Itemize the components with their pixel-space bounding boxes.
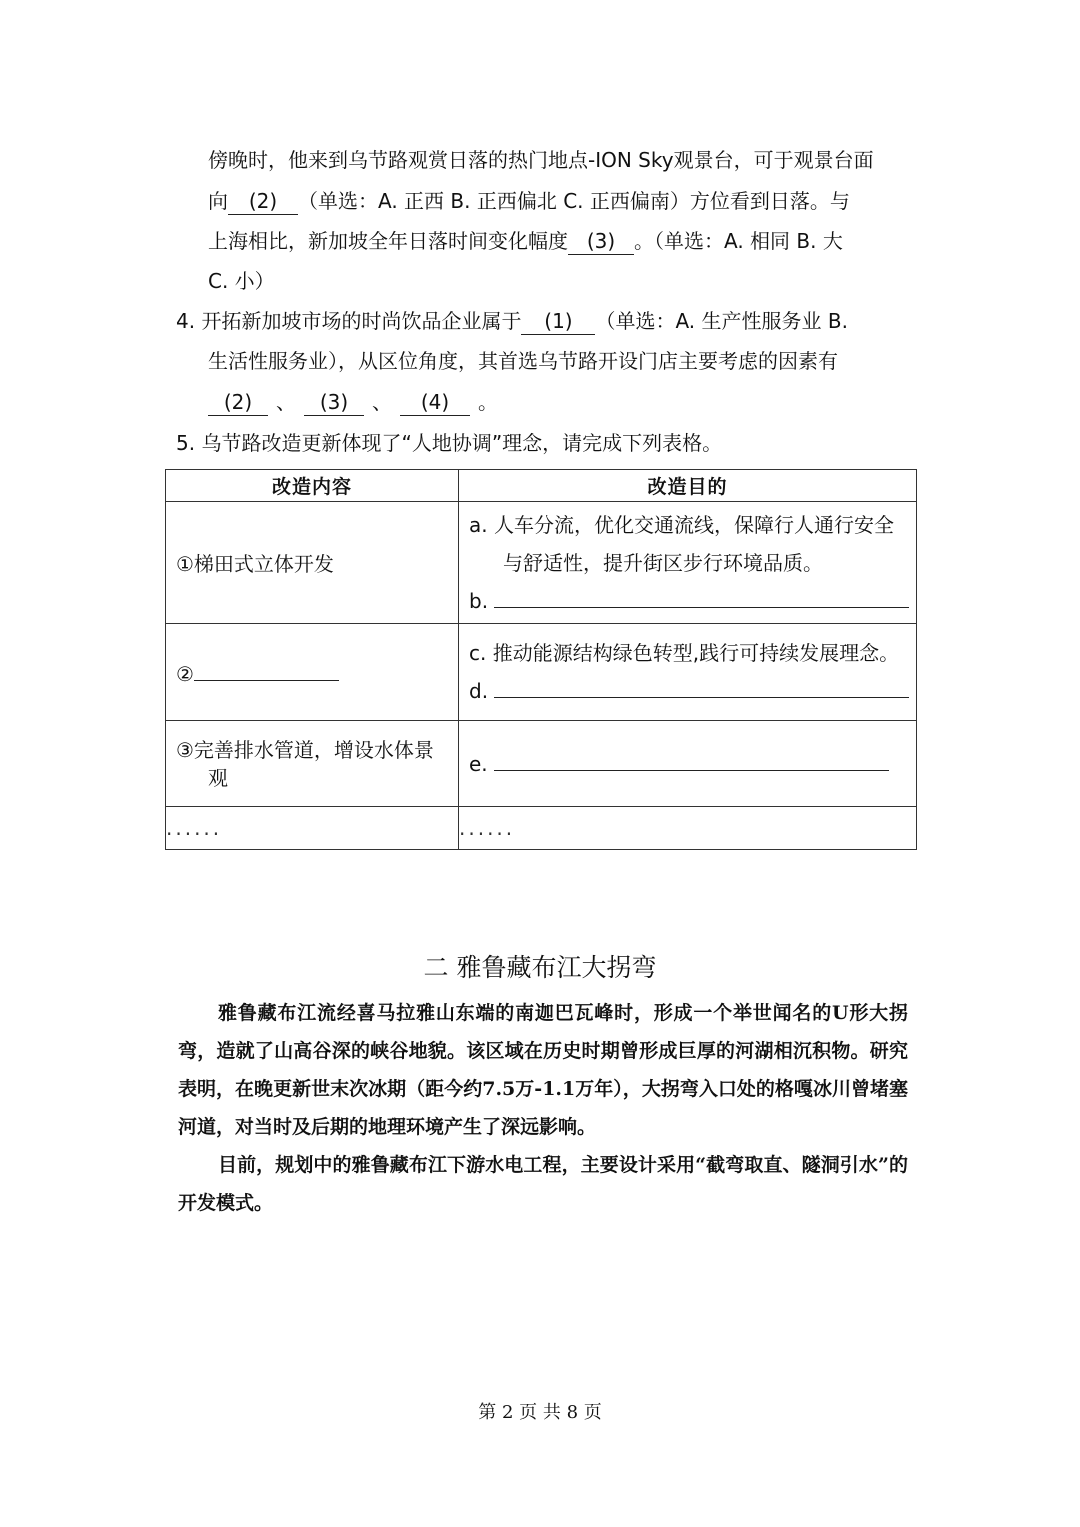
q4-line-1-prefix: 开拓新加坡市场的时尚饮品企业属于: [201, 309, 522, 333]
section-2-paragraph-2: 目前，规划中的雅鲁藏布江下游水电工程，主要设计采用“截弯取直、隧洞引水”的开发模式。: [178, 1154, 908, 1214]
section-2-title: 二 雅鲁藏布江大拐弯: [423, 953, 657, 982]
table-header-content: 改造内容: [166, 470, 459, 502]
row1-purpose: [459, 502, 917, 624]
row3-e-answer-field[interactable]: [494, 748, 889, 771]
row2-d-label: d.: [469, 679, 489, 703]
q3-line-3: [208, 221, 843, 261]
row1-a-line2: 与舒适性，提升街区步行环境品质。: [503, 550, 823, 575]
row2-content-label: ②: [176, 662, 194, 686]
q3-line-3-prefix: 上海相比，新加坡全年日落时间变化幅度: [208, 229, 568, 253]
row4-left-ellipsis: ......: [166, 807, 459, 850]
row1-b-label: b.: [469, 588, 489, 613]
section-2-paragraph-1: 雅鲁藏布江流经喜马拉雅山东端的南迦巴瓦峰时，形成一个举世闻名的U形大拐弯，造就了山高谷深的峡谷地貌。该区域在历史时期曾形成巨厚的河湖相沉积物。研究表明，在晚更新世末次冰期（距今约7.5万-1.1万年），大拐弯入口处的格嘎冰川曾堵塞河道，对当时及后期的地理环境产生了深远影响。: [178, 1002, 908, 1138]
q3-blank-3[interactable]: (3): [568, 228, 634, 255]
q3-line-3-options: 。（单选：A. 相同 B. 大: [634, 229, 843, 253]
q4-separator-2: 、: [372, 390, 392, 414]
q4-line-3: [208, 382, 498, 422]
table-row-2: [166, 624, 917, 721]
row2-c: c. 推动能源结构绿色转型,践行可持续发展理念。: [469, 641, 900, 665]
row1-a-line1: a. 人车分流，优化交通流线，保障行人通行安全: [469, 512, 894, 537]
q5-number: 5.: [176, 431, 196, 455]
row3-content: [166, 721, 459, 807]
row1-content: ①梯田式立体开发: [166, 502, 459, 624]
row3-content-line2: 观: [208, 765, 228, 790]
row2-d: [459, 672, 916, 710]
table-row-1: [166, 502, 917, 624]
q4-line-2: 生活性服务业），从区位角度，其首选乌节路开设门店主要考虑的因素有: [208, 349, 838, 373]
q3-line-2: [208, 181, 850, 221]
table-header-row: [166, 470, 917, 502]
q3-line-1: 傍晚时，他来到乌节路观赏日落的热门地点-ION Sky观景台，可于观景台面: [208, 148, 874, 172]
row3-content-line1: ③完善排水管道，增设水体景: [176, 737, 434, 762]
row1-b-answer-field[interactable]: [494, 585, 909, 608]
q4-end: 。: [478, 390, 498, 414]
row4-right-ellipsis: ......: [459, 807, 917, 850]
q4-line-1: [176, 301, 848, 341]
q3-blank-2[interactable]: (2): [228, 188, 298, 215]
row1-b: [459, 582, 916, 620]
q4-blank-2[interactable]: (2): [208, 389, 268, 416]
q4-separator-1: 、: [276, 390, 296, 414]
q3-line-2-options: （单选：A. 正西 B. 正西偏北 C. 正西偏南）方位看到日落。与: [298, 189, 850, 213]
q4-blank-1[interactable]: (1): [521, 308, 595, 335]
row2-content: [166, 624, 459, 721]
q5-line: [176, 423, 722, 463]
renovation-table: [165, 469, 917, 850]
row2-d-answer-field[interactable]: [494, 675, 909, 698]
table-header-purpose: 改造目的: [459, 470, 917, 502]
row3-e: [459, 745, 916, 783]
q4-blank-4[interactable]: (4): [400, 389, 470, 416]
table-row-4: [166, 807, 917, 850]
page-footer: 第 2 页 共 8 页: [478, 1402, 602, 1423]
row2-purpose: [459, 624, 917, 721]
table-row-3: [166, 721, 917, 807]
row3-e-label: e.: [469, 751, 488, 776]
q4-number: 4.: [176, 309, 196, 333]
row3-purpose: [459, 721, 917, 807]
q3-line-4: C. 小）: [208, 269, 275, 293]
section-2-body: [178, 994, 908, 1222]
q4-blank-3[interactable]: (3): [304, 389, 364, 416]
q4-line-1-options: （单选：A. 生产性服务业 B.: [595, 309, 848, 333]
row2-content-answer-field[interactable]: [194, 658, 339, 681]
q3-line-2-prefix: 向: [208, 189, 228, 213]
q5-text: 乌节路改造更新体现了“人地协调”理念，请完成下列表格。: [201, 431, 723, 455]
